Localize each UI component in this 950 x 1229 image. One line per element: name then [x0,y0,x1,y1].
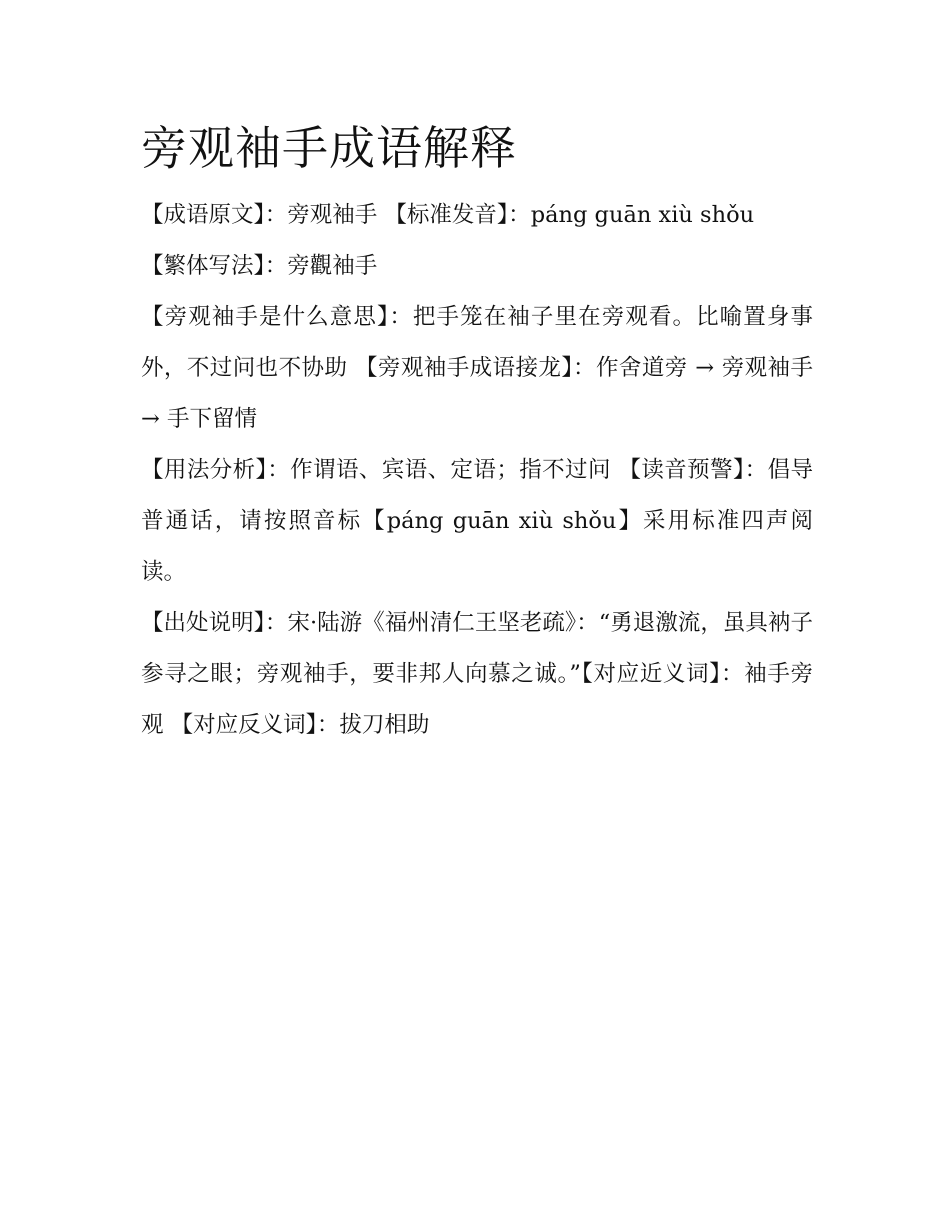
document-page [141,112,813,751]
value-original-text: 旁观袖手 [287,202,385,228]
document-body [141,190,813,751]
paragraph-traditional [141,241,813,292]
label-source: 【出处说明】： [141,610,288,636]
paragraph-source [141,598,813,751]
label-traditional: 【繁体写法】： [141,253,288,279]
value-antonym: 拔刀相助 [339,712,430,738]
paragraph-idiom-text [141,190,813,241]
label-meaning: 【旁观袖手是什么意思】： [141,304,413,330]
paragraph-meaning [141,292,813,445]
value-idiom-chain: 作舍道旁 → 旁观袖手 → 手下留情 [141,355,813,432]
value-synonym: 袖手旁观 [141,661,813,738]
paragraph-usage [141,445,813,598]
document-title: 旁观袖手成语解释 [141,121,517,175]
label-pronunciation-warning: 【读音预警】： [618,457,768,483]
label-usage: 【用法分析】： [141,457,291,483]
value-usage: 作谓语、宾语、定语；指不过问 [290,457,619,483]
value-pronunciation-warning: 倡导普通话，请按照音标【páng guān xiù shǒu】采用标准四声阅读。 [141,457,813,585]
label-antonym: 【对应反义词】： [170,712,340,738]
value-meaning: 把手笼在袖子里在旁观看。比喻置身事外，不过问也不协助 [141,304,813,381]
label-original-text: 【成语原文】： [141,202,288,228]
value-traditional: 旁觀袖手 [287,253,378,279]
value-source: 宋·陆游《福州清仁王坚老疏》：“勇退激流，虽具衲子参寻之眼；旁观袖手，要非邦人向慕之诚。” [141,610,813,687]
label-pronunciation: 【标准发音】： [384,202,531,228]
label-synonym: 【对应近义词】： [580,661,745,687]
label-idiom-chain: 【旁观袖手成语接龙】： [354,355,596,381]
value-pronunciation: páng guān xiù shǒu [530,202,755,228]
